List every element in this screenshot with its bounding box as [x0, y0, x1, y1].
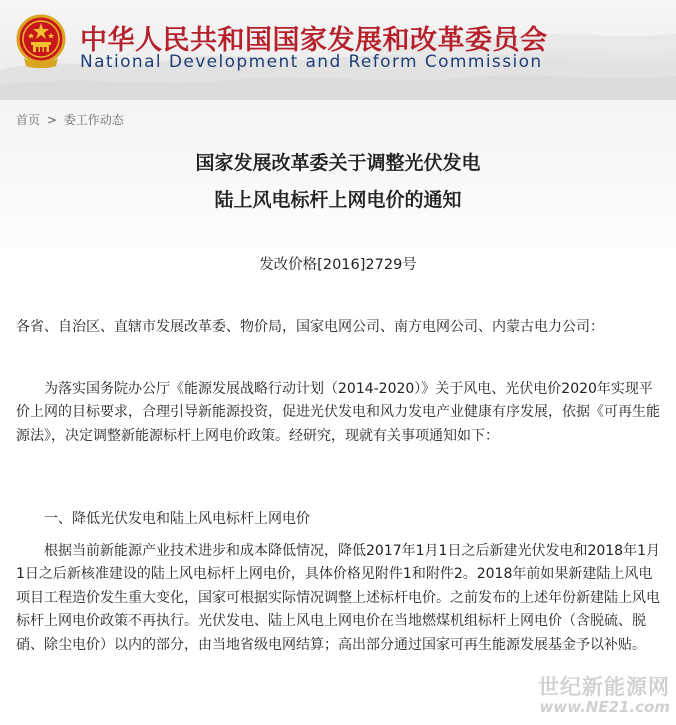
- intro-paragraph: 为落实国务院办公厅《能源发展战略行动计划（2014-2020）》关于风电、光伏电价2020年实现平价上网的目标要求，合理引导新能源投资，促进光伏发电和风力发电产业健康有序发展，依据《可再生能源法》，决定调整新能源标杆上网电价政策。经研究，现就有关事项通知如下：: [16, 381, 660, 444]
- national-emblem-icon: [16, 14, 66, 68]
- section-1-body: 根据当前新能源产业技术进步和成本降低情况，降低2017年1月1日之后新建光伏发电和2018年1月1日之后新核准建设的陆上风电标杆上网电价，具体价格见附件1和附件2。2018年前如果新建陆上风电项目工程造价发生重大变化，国家可根据实际情况调整上述标杆电价。之前发布的上述年份新建陆上风电标杆上网电价政策不再执行。光伏发电、陆上风电上网电价在当地燃煤机组标杆上网电价（含脱硫、脱硝、除尘电价）以内的部分，由当地省级电网结算；高出部分通过国家可再生能源发展基金予以补贴。: [16, 543, 660, 653]
- breadcrumb-section-link[interactable]: 委工作动态: [63, 113, 124, 127]
- site-watermark: [538, 677, 670, 715]
- watermark-url: www.NE21.com: [539, 698, 670, 716]
- document-title-line-2: 陆上风电标杆上网电价的通知: [214, 189, 462, 211]
- site-title-english[interactable]: National Development and Reform Commission: [80, 52, 543, 72]
- document-number: 发改价格[2016]2729号: [259, 257, 417, 273]
- site-header: [0, 0, 676, 100]
- section-1-heading: 一、降低光伏发电和陆上风电标杆上网电价: [44, 511, 310, 527]
- watermark-name: 世纪新能源网: [538, 675, 670, 699]
- site-title-chinese[interactable]: 中华人民共和国国家发展和改革委员会: [80, 25, 548, 56]
- breadcrumb-home-link[interactable]: 首页: [16, 113, 41, 127]
- breadcrumb: [16, 111, 127, 128]
- breadcrumb-separator: >: [46, 113, 57, 127]
- document-title-line-1: 国家发展改革委关于调整光伏发电: [195, 152, 481, 174]
- addressee-paragraph: 各省、自治区、直辖市发展改革委、物价局，国家电网公司、南方电网公司、内蒙古电力公司：: [16, 319, 604, 335]
